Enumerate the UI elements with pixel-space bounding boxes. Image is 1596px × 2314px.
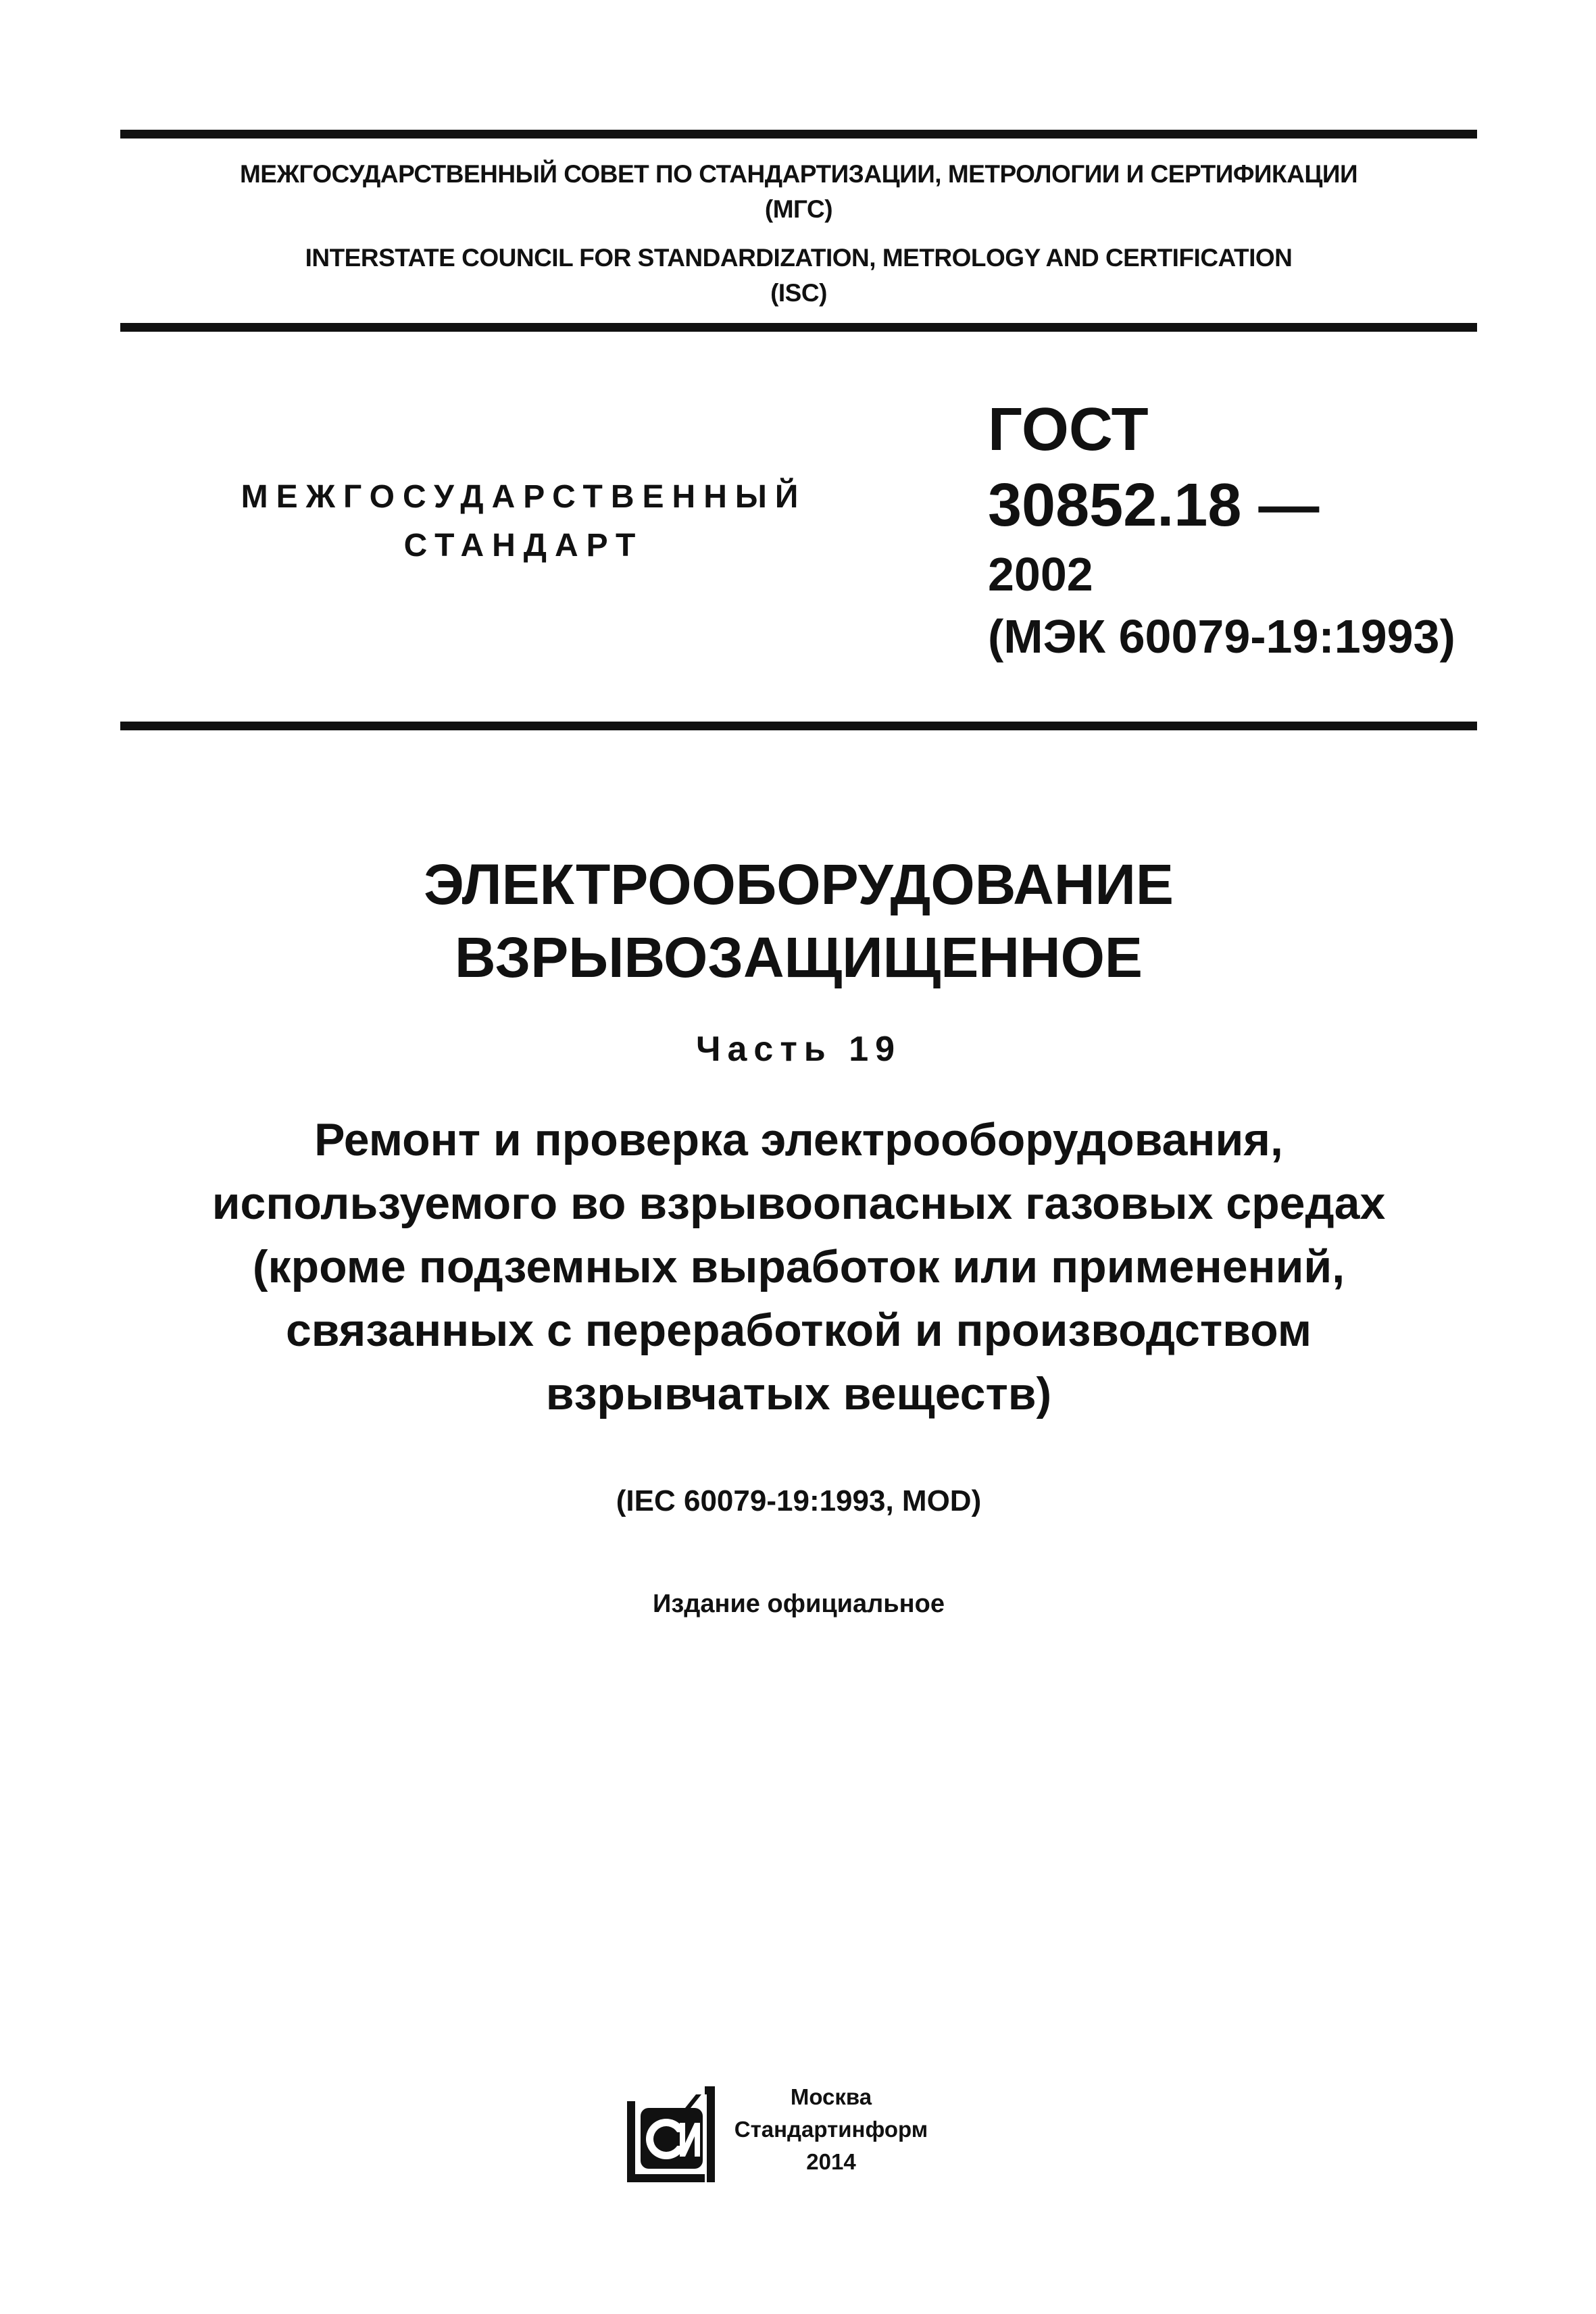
- council-name-en-text: INTERSTATE COUNCIL FOR STANDARDIZATION, METROLOGY AND CERTIFICATION: [305, 244, 1293, 272]
- title-separator-rule: [120, 722, 1477, 730]
- publisher-block: [730, 2081, 932, 2178]
- publisher-name: Стандартинформ: [734, 2117, 928, 2142]
- document-title-line2: ВЗРЫВОЗАЩИЩЕННОЕ: [455, 926, 1143, 989]
- part-number: Часть 19: [695, 1030, 902, 1069]
- subtitle-line2: используемого во взрывоопасных газовых средах: [211, 1178, 1386, 1229]
- designation-gost: ГОСТ: [988, 396, 1149, 463]
- council-name-ru: [120, 157, 1477, 227]
- council-abbr-en: (ISC): [770, 279, 827, 307]
- subtitle-line1: Ремонт и проверка электрооборудования,: [314, 1114, 1283, 1165]
- standartinform-logo-icon: [620, 2081, 722, 2189]
- document-title: [120, 848, 1477, 994]
- edition-note: Издание официальное: [653, 1590, 945, 1618]
- publisher-year: 2014: [806, 2149, 856, 2174]
- council-name-ru-text: МЕЖГОСУДАРСТВЕННЫЙ СОВЕТ ПО СТАНДАРТИЗАЦИИ, МЕТРОЛОГИИ И СЕРТИФИКАЦИИ: [239, 160, 1358, 188]
- document-subtitle: [120, 1108, 1477, 1426]
- council-abbr-ru: (МГС): [764, 195, 833, 223]
- subtitle-line3: (кроме подземных выработок или применений,: [252, 1241, 1345, 1292]
- iec-reference: (IEC 60079-19:1993, MOD): [616, 1484, 982, 1517]
- council-name-en: [120, 241, 1477, 311]
- designation-number: 30852.18 —: [988, 472, 1320, 539]
- document-title-line1: ЭЛЕКТРООБОРУДОВАНИЕ: [424, 853, 1174, 916]
- standard-designation: [988, 392, 1474, 668]
- header-bottom-rule: [120, 323, 1477, 332]
- document-kind-line1: МЕЖГОСУДАРСТВЕННЫЙ: [241, 479, 807, 515]
- publisher-city: Москва: [790, 2084, 872, 2109]
- document-kind: [203, 473, 845, 570]
- document-kind-line2: СТАНДАРТ: [403, 528, 644, 563]
- subtitle-line5: взрывчатых веществ): [545, 1368, 1052, 1419]
- header-top-rule: [120, 130, 1477, 139]
- subtitle-line4: связанных с переработкой и производством: [285, 1305, 1312, 1356]
- designation-year: 2002: [988, 548, 1093, 601]
- designation-iec: (МЭК 60079-19:1993): [988, 610, 1455, 663]
